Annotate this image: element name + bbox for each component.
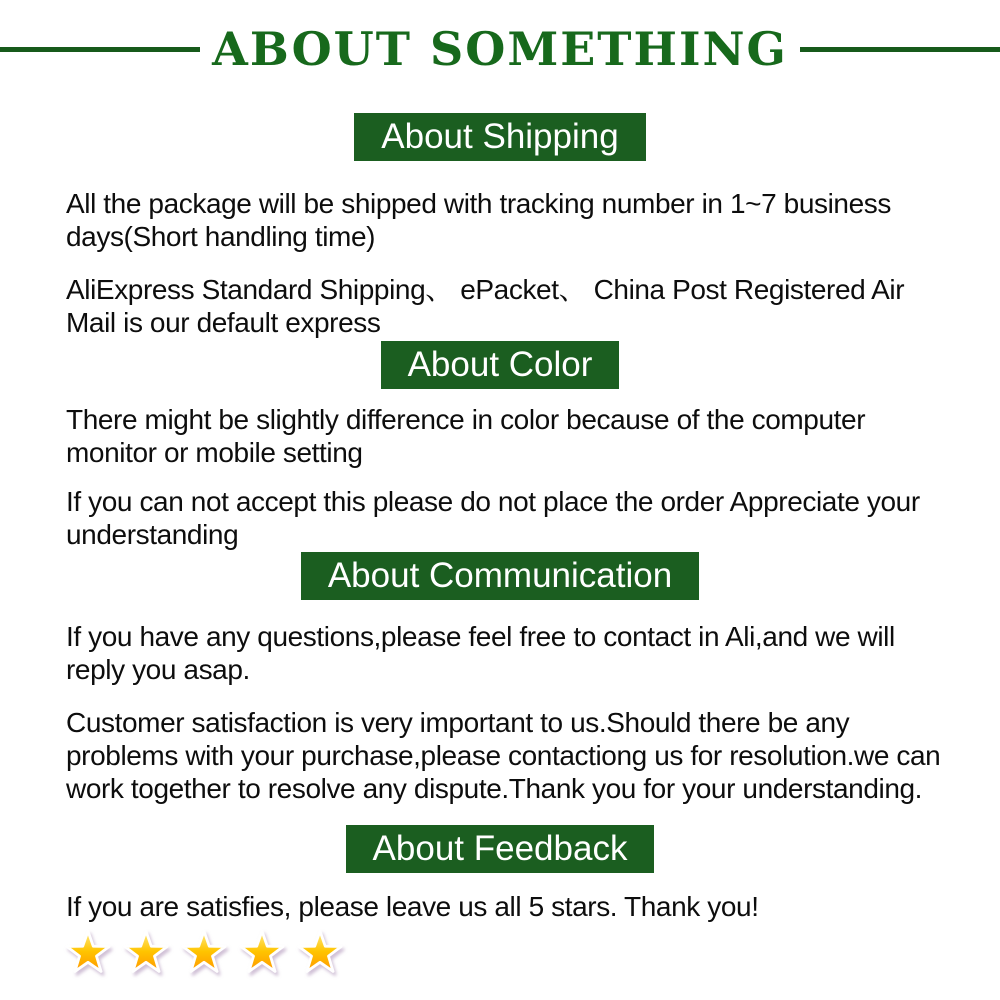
paragraph-communication-questions: If you have any questions,please feel free to contact in Ali,and we will reply you asap.: [66, 621, 895, 685]
section-heading-communication: About Communication: [301, 552, 699, 600]
paragraph-feedback-stars: If you are satisfies, please leave us all 5 stars. Thank you!: [66, 891, 759, 922]
page-header: [0, 24, 1000, 75]
paragraph-shipping-tracking: All the package will be shipped with tracking number in 1~7 business days(Short handling time): [66, 188, 891, 252]
title-rule-right: [800, 47, 1000, 52]
paragraph-shipping-carriers: AliExpress Standard Shipping、 ePacket、 China Post Registered Air Mail is our default express: [66, 274, 905, 338]
section-heading-feedback: About Feedback: [346, 825, 655, 873]
star-icon: [62, 928, 114, 976]
star-icon: [236, 928, 288, 976]
page-title: ABOUT SOMETHING: [212, 22, 788, 76]
section-heading-color: About Color: [381, 341, 620, 389]
paragraph-communication-satisfaction: Customer satisfaction is very important to us.Should there be any problems with your purchase,please contactiong us for resolution.we can work together to resolve any dispute.Thank you for your understanding.: [66, 707, 941, 804]
star-icon: [294, 928, 346, 976]
title-rule-left: [0, 47, 200, 52]
star-icon: [120, 928, 172, 976]
star-rating: [62, 928, 1000, 976]
paragraph-color-accept: If you can not accept this please do not place the order Appreciate your understanding: [66, 486, 920, 550]
star-icon: [178, 928, 230, 976]
section-heading-shipping: About Shipping: [354, 113, 645, 161]
paragraph-color-difference: There might be slightly difference in color because of the computer monitor or mobile setting: [66, 404, 866, 468]
